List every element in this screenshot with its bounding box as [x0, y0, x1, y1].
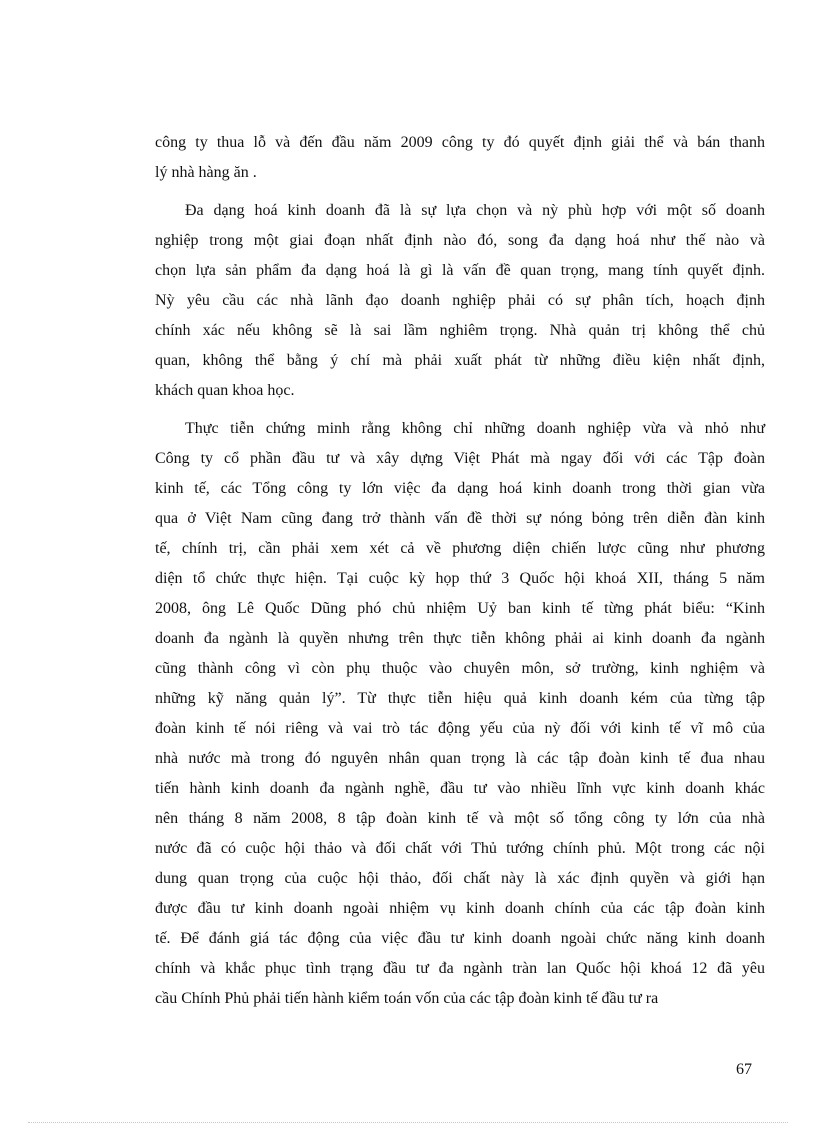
text-line: dung quan trọng của cuộc hội thảo, đối chất này là xác định quyền và giới hạn [155, 870, 765, 887]
paragraph-3 [155, 414, 765, 1014]
text-line: chính và khắc phục tình trạng đầu tư đa ngành tràn lan Quốc hội khoá 12 đã yêu [155, 960, 765, 977]
text-line: những kỹ năng quản lý”. Từ thực tiễn hiệu quả kinh doanh kém của từng tập [155, 690, 765, 707]
page-number: 67 [736, 1061, 752, 1078]
text-line: chính xác nếu không sẽ là sai lầm nghiêm trọng. Nhà quản trị không thể chủ [155, 322, 765, 339]
text-line: chọn lựa sản phẩm đa dạng hoá là gì là vấn đề quan trọng, mang tính quyết định. [155, 262, 765, 279]
text-line: cầu Chính Phủ phải tiến hành kiểm toán vốn của các tập đoàn kinh tế đầu tư ra [155, 990, 659, 1007]
text-line: nhà nước mà trong đó nguyên nhân quan trọng là các tập đoàn kinh tế đua nhau [155, 750, 765, 767]
text-line: cũng thành công vì còn phụ thuộc vào chuyên môn, sở trường, kinh nghiệm và [155, 660, 765, 677]
text-line: lý nhà hàng ăn . [155, 164, 257, 181]
text-line: tế, chính trị, cần phải xem xét cả về phương diện chiến lược cũng như phương [155, 540, 765, 557]
text-line: được đầu tư kinh doanh ngoài nhiệm vụ kinh doanh chính của các tập đoàn kinh [155, 900, 765, 917]
text-line: Đa dạng hoá kinh doanh đã là sự lựa chọn và nỳ phù hợp với một số doanh [185, 202, 765, 219]
paragraph-1 [155, 128, 765, 188]
text-line: tế. Để đánh giá tác động của việc đầu tư kinh doanh ngoài chức năng kinh doanh [155, 930, 765, 947]
text-line: doanh đa ngành là quyền nhưng trên thực tiễn không phải ai kinh doanh đa ngành [155, 630, 765, 647]
text-line: qua ở Việt Nam cũng đang trở thành vấn đề thời sự nóng bỏng trên diễn đàn kinh [155, 510, 765, 527]
text-line: nghiệp trong một giai đoạn nhất định nào đó, song đa dạng hoá như thế nào và [155, 232, 765, 249]
text-line: công ty thua lỗ và đến đầu năm 2009 công ty đó quyết định giải thể và bán thanh [155, 134, 765, 151]
text-line: Nỳ yêu cầu các nhà lãnh đạo doanh nghiệp phải có sự phân tích, hoạch định [155, 292, 765, 309]
text-line: 2008, ông Lê Quốc Dũng phó chủ nhiệm Uỷ ban kinh tế từng phát biểu: “Kinh [155, 600, 765, 617]
text-line: Thực tiễn chứng minh rằng không chỉ những doanh nghiệp vừa và nhỏ như [185, 420, 765, 437]
text-line: diện tổ chức thực hiện. Tại cuộc kỳ họp thứ 3 Quốc hội khoá XII, tháng 5 năm [155, 570, 765, 587]
text-line: nên tháng 8 năm 2008, 8 tập đoàn kinh tế và một số tổng công ty lớn của nhà [155, 810, 765, 827]
text-line: khách quan khoa học. [155, 382, 295, 399]
paragraph-2 [155, 196, 765, 406]
text-line: kinh tế, các Tổng công ty lớn việc đa dạng hoá kinh doanh trong thời gian vừa [155, 480, 765, 497]
text-line: đoàn kinh tế nói riêng và vai trò tác động yếu của nỳ đối với kinh tế vĩ mô của [155, 720, 765, 737]
text-line: quan, không thể bằng ý chí mà phải xuất phát từ những điều kiện nhất định, [155, 352, 765, 369]
body-text [155, 128, 765, 1014]
text-line: tiến hành kinh doanh đa ngành nghề, đầu tư vào nhiều lĩnh vực kinh doanh khác [155, 780, 765, 797]
text-line: nước đã có cuộc hội thảo và đối chất với Thủ tướng chính phủ. Một trong các nội [155, 840, 765, 857]
text-line: Công ty cổ phần đầu tư và xây dựng Việt Phát mà ngay đối với các Tập đoàn [155, 450, 765, 467]
